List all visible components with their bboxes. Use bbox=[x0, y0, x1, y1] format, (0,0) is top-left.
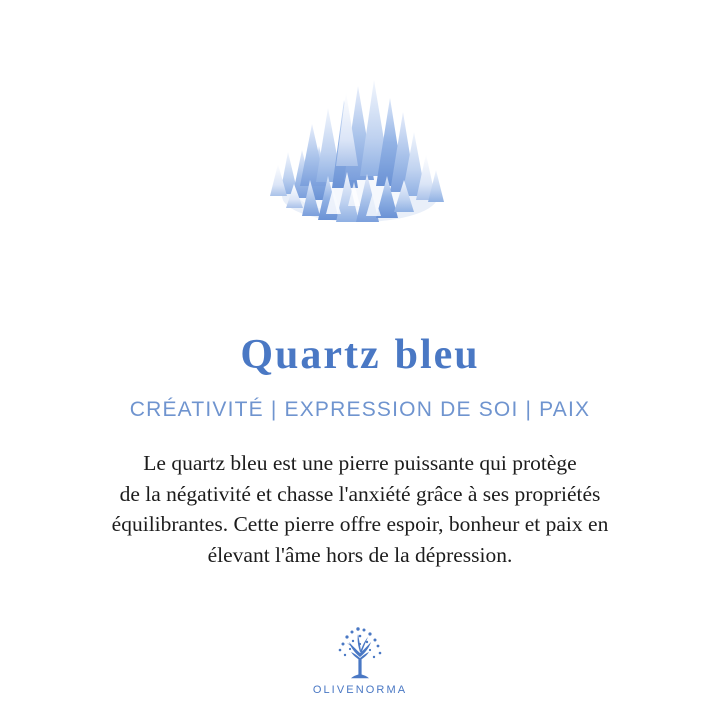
brand-logo bbox=[0, 624, 720, 696]
keyword-3: PAIX bbox=[539, 398, 591, 421]
description-line: Le quartz bleu est une pierre puissante qui protège bbox=[143, 451, 577, 475]
description-line: de la négativité et chasse l'anxiété grâce à ses propriétés bbox=[119, 481, 601, 506]
stone-description bbox=[40, 448, 680, 570]
keyword-separator-1: | bbox=[270, 398, 278, 421]
stone-title-word-2: bleu bbox=[394, 332, 480, 378]
tree-of-life-icon bbox=[329, 624, 391, 682]
crystal-image-area bbox=[0, 22, 720, 282]
stone-title bbox=[240, 334, 479, 376]
description-line: élevant l'âme hors de la dépression. bbox=[207, 542, 513, 567]
crystal-cluster-icon bbox=[240, 46, 480, 236]
keyword-2: EXPRESSION DE SOI bbox=[284, 398, 519, 421]
stone-title-word-1: Quartz bbox=[240, 332, 381, 378]
keyword-1: CRÉATIVITÉ bbox=[129, 398, 264, 421]
stone-keywords bbox=[130, 398, 591, 422]
description-line: équilibrantes. Cette pierre offre espoir, bonheur et paix en bbox=[111, 512, 609, 537]
blue-quartz-crystal-cluster-image bbox=[240, 46, 480, 236]
keyword-separator-2: | bbox=[525, 398, 533, 421]
brand-name: OLIVENORMA bbox=[312, 684, 408, 696]
